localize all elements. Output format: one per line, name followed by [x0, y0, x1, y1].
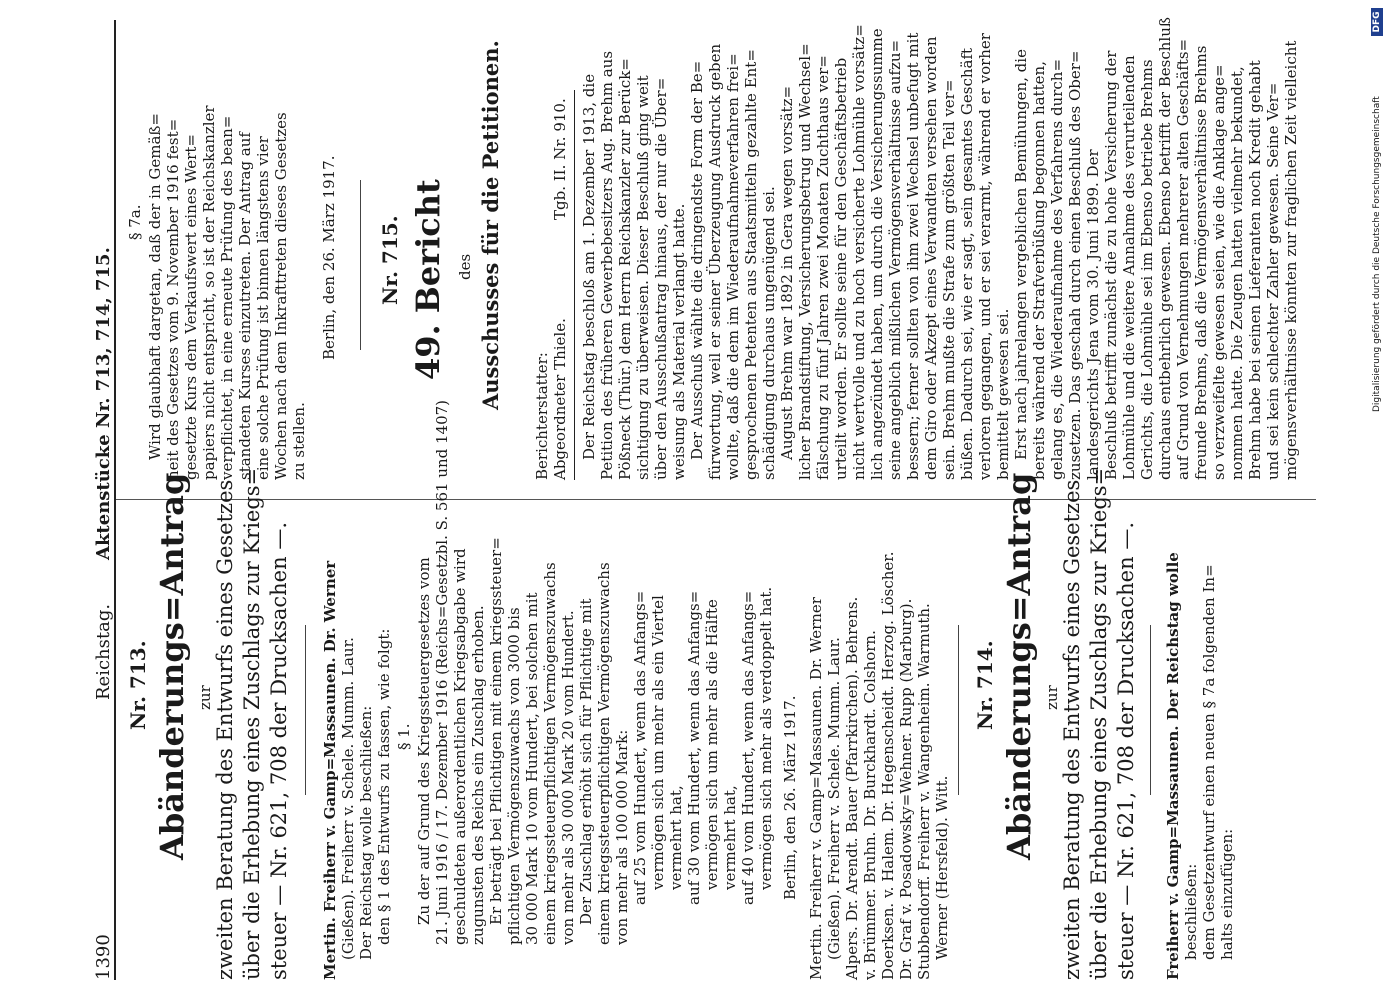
dfg-logo-text: DFG	[1372, 11, 1382, 33]
nr714-line: dem Gesetzentwurf einen neuen § 7a folgenden In=	[1200, 564, 1218, 960]
column-divider	[116, 499, 1316, 500]
nr714-sub2: über die Erhebung eines Zuschlags zur Kriegs=	[1087, 467, 1111, 980]
nr715-des: des	[456, 253, 474, 280]
page-number: 1390	[93, 934, 114, 980]
nr714-separator	[1150, 625, 1151, 795]
nr713-line: 21. Juni 1916 / 17. Dezember 1916 (Reichs=Gesetzbl. S. 561 und 1407)	[433, 399, 451, 945]
nr715-line: nommen hatte. Die Zeugen hatten vielmehr bekundet,	[1228, 66, 1246, 480]
nr715-line: sichtigung zu überweisen. Dieser Beschluß ging weit	[634, 75, 652, 480]
nr713-line: Stubbendorff. Freiherr v. Wangenheim. Warmuth.	[915, 603, 933, 980]
nr713-line: Alpers. Dr. Arendt. Bauer (Pfarrkirchen). Behrens.	[843, 596, 861, 980]
nr715-line: bereits während der Strafverbüßung begonnen hatten,	[1030, 61, 1048, 480]
nr715-line: Der Reichstag beschloß am 1. Dezember 1913, die	[580, 73, 598, 460]
nr713-line: auf 25 vom Hundert, wenn das Anfangs=	[631, 590, 649, 905]
nr713-line: Mertin. Freiherr v. Gamp=Massaunen. Dr. Werner	[321, 560, 339, 980]
nr713-line: auf 40 vom Hundert, wenn das Anfangs=	[739, 590, 757, 905]
nr713-line: vermögen sich mehr als verdoppelt hat.	[757, 586, 775, 890]
nr713-end-separator	[958, 625, 959, 795]
nr714-cont-line: heit des Gesetzes vom 9. November 1916 fest=	[164, 118, 182, 480]
nr713-line: Der Reichstag wolle beschließen:	[357, 705, 375, 960]
nr713-line: Der Zuschlag erhöht sich für Pflichtige mit	[577, 598, 595, 925]
digitization-credit-text: Digitalisierung gefördert durch die Deutsche Forschungsgemeinschaft	[1372, 96, 1382, 412]
nr715-line: Beschluß betrifft zunächst die zu hohe Versicherung der	[1102, 50, 1120, 480]
nr713-line: Dr. Graf v. Posadowsky=Wehner. Rupp (Marburg).	[897, 598, 915, 980]
nr714-cont-date: Berlin, den 26. März 1917.	[320, 155, 338, 360]
nr713-zur: zur	[196, 685, 214, 710]
nr715-line: wollte, daß die dem im Wiederaufnahmeverfahren frei=	[724, 53, 742, 480]
nr715-line: mögensverhältnisse könnten zur fraglichen Zeit vielleicht	[1282, 40, 1300, 480]
nr715-number: Nr. 715.	[378, 215, 402, 305]
nr715-line: freunde Brehms, daß die Vermögensverhältnisse Brehms	[1192, 45, 1210, 480]
nr713-line: (Gießen). Freiherr v. Schele. Mumm. Laur.	[339, 637, 357, 960]
para-7a: § 7a.	[126, 204, 144, 240]
nr714-line: Freiherr v. Gamp=Massaunen. Der Reichstag wolle	[1164, 552, 1182, 980]
nr713-line: zugunsten des Reichs ein Zuschlag erhoben.	[469, 605, 487, 945]
nr713-line: vermehrt hat,	[721, 785, 739, 890]
nr714-cont-line: verpflichtet, in eine erneute Prüfung des bean=	[218, 115, 236, 480]
nr713-separator	[305, 625, 306, 795]
nr715-line: fälschung zu fünf Jahren zwei Monaten Zuchthaus ver=	[814, 55, 832, 480]
nr713-sub1: zweiten Beratung des Entwurfs eines Gesetzes	[213, 479, 237, 980]
nr715-line: gelang es, die Wiederaufnahme des Verfahrens durch=	[1048, 58, 1066, 480]
reporter-name: Abgeordneter Thiele.	[551, 318, 569, 480]
nr713-heading: Abänderungs=Antrag	[153, 472, 191, 860]
nr715-line: August Brehm war 1892 in Gera wegen vorsätz=	[778, 85, 796, 460]
running-title: Reichstag.	[93, 603, 114, 700]
running-subtitle: Aktenstücke Nr. 713, 714, 715.	[93, 247, 114, 560]
nr714-cont-line: eine solche Prüfung ist binnen längstens vier	[254, 136, 272, 480]
nr715-line: dem Giro oder Akzept eines Verwandten versehen worden	[922, 36, 940, 480]
nr714-cont-separator	[360, 180, 361, 350]
nr715-line: Erst nach jahrelangen vergeblichen Bemühungen, die	[1012, 49, 1030, 460]
nr713-line: pflichtigen Vermögenszuwachs von 3000 bis	[505, 607, 523, 945]
nr713-line: den § 1 des Entwurfs zu fassen, wie folgt:	[375, 628, 393, 945]
nr715-line: verloren gegangen, und er sei verarmt, während er vorher	[976, 33, 994, 480]
nr713-line: Er beträgt bei Pflichtigen mit einem kriegssteuer=	[487, 537, 505, 925]
nr713-line: geschuldeten außerordentlichen Kriegsabgabe wird	[451, 548, 469, 945]
nr714-cont-line: standeten Kurses einzutreten. Der Antrag auf	[236, 132, 254, 480]
nr713-date: Berlin, den 26. März 1917.	[781, 695, 799, 900]
nr715-line: sein. Brehm mußte die Strafe zum größten Teil ver=	[940, 79, 958, 480]
nr714-line: halts einzufügen:	[1218, 828, 1236, 960]
nr713-sub3: steuer — Nr. 621, 708 der Drucksachen —.	[267, 522, 291, 980]
journal-number: Tgb. II. Nr. 910.	[551, 98, 569, 220]
nr714-sub3: steuer — Nr. 621, 708 der Drucksachen —.	[1114, 522, 1138, 980]
nr713-line: vermehrt hat,	[667, 785, 685, 890]
nr713-line: einem kriegssteuerpflichtigen Vermögenszuwachs	[595, 562, 613, 945]
nr714-cont-line: Wochen nach dem Inkrafttreten dieses Gesetzes	[272, 112, 290, 480]
nr713-number: Nr. 713.	[126, 640, 150, 730]
nr715-line: auf Grund von Vernehmungen mehrerer alten Geschäfts=	[1174, 38, 1192, 480]
nr715-line: landesgerichts Jena vom 30. Juni 1899. Der	[1084, 149, 1102, 480]
nr715-line: weisung als Material verlangt hatte.	[670, 203, 688, 480]
nr715-line: licher Brandstiftung, Versicherungsbetrug und Wechsel=	[796, 43, 814, 480]
nr713-line: vermögen sich um mehr als die Hälfte	[703, 599, 721, 890]
nr714-number: Nr. 714.	[973, 640, 997, 730]
nr714-cont-line: gesetzte Kurs dem Verkaufswert eines Wert=	[182, 134, 200, 480]
nr714-cont-line: Wird glaubhaft dargetan, daß der in Gemäß=	[146, 113, 164, 460]
header-rule	[114, 20, 116, 980]
nr715-line: Gerichts, die Lohmühle sei im Ebenso betriebe Brehms	[1138, 59, 1156, 480]
nr715-line: Der Ausschuß wählte die dringendste Form der Be=	[688, 60, 706, 460]
nr715-line: Brehm habe bei seinen Lieferanten noch Kredit gehabt	[1246, 60, 1264, 480]
nr715-line: bessern; ferner sollten von ihm zwei Wechsel unbefugt mit	[904, 32, 922, 480]
nr713-line: v. Brümmer. Bruhn. Dr. Burckhardt. Colshorn.	[861, 630, 879, 980]
nr713-line: Werner (Hersfeld). Witt.	[933, 775, 951, 960]
nr714-zur: zur	[1043, 685, 1061, 710]
nr715-heading: 49. Bericht	[409, 179, 447, 380]
reporter-rule	[574, 90, 575, 480]
nr714-line: beschließen:	[1182, 863, 1200, 960]
nr713-line: einem kriegssteuerpflichtigen Vermögenszuwachs	[541, 562, 559, 945]
nr715-subheading: Ausschusses für die Petitionen.	[478, 40, 503, 410]
nr714-sub1: zweiten Beratung des Entwurfs eines Gesetzes	[1060, 479, 1084, 980]
nr715-line: durchaus entbehrlich gewesen. Ebenso betrifft der Beschluß	[1156, 17, 1174, 480]
digitization-credit	[1372, 40, 1383, 412]
nr713-line: auf 30 vom Hundert, wenn das Anfangs=	[685, 590, 703, 905]
nr714-cont-line: papiers nicht entspricht, so ist der Reichskanzler	[200, 105, 218, 480]
nr713-line: vermögen sich um mehr als ein Viertel	[649, 595, 667, 890]
nr713-line: 30 000 Mark 10 vom Hundert, bei solchen mit	[523, 592, 541, 945]
nr715-line: und sei kein schlechter Zahler gewesen. Seine Ver=	[1264, 82, 1282, 480]
nr715-line: gesprochenen Petenten aus Staatsmitteln gezahlte Ent=	[742, 49, 760, 480]
nr715-line: seine angeblich mißlichen Vermögensverhältnisse aufzu=	[886, 39, 904, 480]
nr713-line: Doerksen. v. Halem. Dr. Hegenscheidt. Herzog. Löscher.	[879, 551, 897, 980]
nr715-line: Lohmühle und die weitere Annahme des verurteilenden	[1120, 55, 1138, 480]
dfg-logo	[1371, 8, 1383, 36]
nr715-line: nicht wertvolle und zu hoch versicherte Lohmühle vorsätz=	[850, 24, 868, 480]
reporter-label: Berichterstatter:	[533, 352, 551, 480]
nr713-line: Zu der auf Grund des Kriegssteuergesetzes vom	[415, 557, 433, 925]
nr714-cont-line: zu stellen.	[290, 402, 308, 480]
nr715-line: über den Ausschußantrag hinaus, der nur die Über=	[652, 77, 670, 480]
nr713-sub2: über die Erhebung eines Zuschlags zur Kriegs=	[240, 467, 264, 980]
nr713-line: von mehr als 100 000 Mark:	[613, 729, 631, 945]
nr713-line: § 1.	[395, 723, 413, 750]
nr713-line: (Gießen). Freiherr v. Schele. Mumm. Laur.	[825, 637, 843, 960]
nr715-line: so verzweifelte gewesen seien, wie die Anklage ange=	[1210, 64, 1228, 480]
nr715-line: bemittelt gewesen sei.	[994, 308, 1012, 480]
nr715-line: Petition des früheren Gewerbebesitzers Aug. Brehm aus	[598, 50, 616, 480]
nr715-line: lich angezündet haben, um durch die Versicherungssumme	[868, 28, 886, 480]
nr714-heading: Abänderungs=Antrag	[1000, 472, 1038, 860]
nr715-line: fürwortung, weil er seiner Überzeugung Ausdruck geben	[706, 43, 724, 480]
nr713-line: von mehr als 30 000 Mark 20 vom Hundert.	[559, 610, 577, 945]
nr715-line: büßen. Dadurch sei, wie er sagt, sein gesamtes Geschäft	[958, 47, 976, 480]
nr715-line: Pößneck (Thür.) dem Herrn Reichskanzler zur Berück=	[616, 58, 634, 480]
nr715-line: urteilt worden. Er sollte seine für den Geschäftsbetrieb	[832, 57, 850, 480]
nr713-line: Mertin. Freiherr v. Gamp=Massaunen. Dr. Werner	[807, 597, 825, 980]
nr715-line: zusetzen. Das geschah durch einen Beschluß des Ober=	[1066, 50, 1084, 480]
nr715-line: schädigung durchaus ungenügend sei.	[760, 186, 778, 480]
